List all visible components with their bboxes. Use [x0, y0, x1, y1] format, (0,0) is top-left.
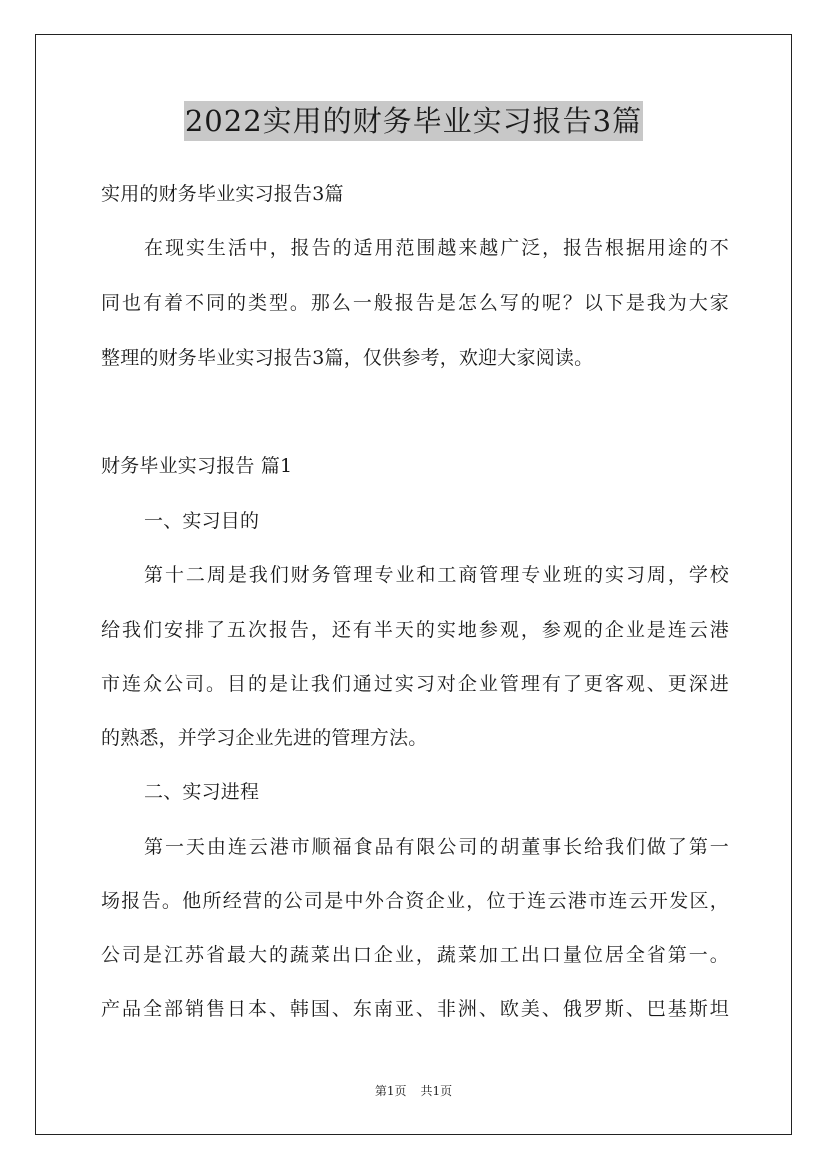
document-title — [0, 101, 827, 141]
process-line-1: 第一天由连云港市顺福食品有限公司的胡董事长给我们做了第一 — [144, 836, 729, 858]
process-line-2: 场报告。他所经营的公司是中外合资企业，位于连云港市连云开发区， — [101, 890, 729, 912]
page-footer — [0, 1082, 827, 1100]
intro-line-3: 整理的财务毕业实习报告3篇，仅供参考，欢迎大家阅读。 — [101, 347, 594, 369]
purpose-line-2: 给我们安排了五次报告，还有半天的实地参观，参观的企业是连云港 — [101, 619, 729, 641]
page-total: 共1页 — [420, 1084, 453, 1098]
process-line-4: 产品全部销售日本、韩国、东南亚、非洲、欧美、俄罗斯、巴基斯坦 — [101, 998, 729, 1020]
subheading-process: 二、实习进程 — [144, 781, 260, 803]
page-number: 第1页 — [374, 1084, 407, 1098]
subheading-purpose: 一、实习目的 — [144, 510, 260, 532]
intro-line-1: 在现实生活中，报告的适用范围越来越广泛，报告根据用途的不 — [144, 237, 729, 259]
section-heading: 财务毕业实习报告 篇1 — [101, 455, 293, 477]
document-title-text: 2022实用的财务毕业实习报告3篇 — [184, 101, 643, 141]
intro-line-2: 同也有着不同的类型。那么一般报告是怎么写的呢？以下是我为大家 — [101, 292, 729, 314]
purpose-line-3: 市连众公司。目的是让我们通过实习对企业管理有了更客观、更深进 — [101, 673, 729, 695]
purpose-line-1: 第十二周是我们财务管理专业和工商管理专业班的实习周，学校 — [144, 564, 729, 586]
document-subtitle: 实用的财务毕业实习报告3篇 — [101, 183, 344, 205]
purpose-line-4: 的熟悉，并学习企业先进的管理方法。 — [101, 727, 428, 749]
process-line-3: 公司是江苏省最大的蔬菜出口企业，蔬菜加工出口量位居全省第一。 — [101, 944, 729, 966]
